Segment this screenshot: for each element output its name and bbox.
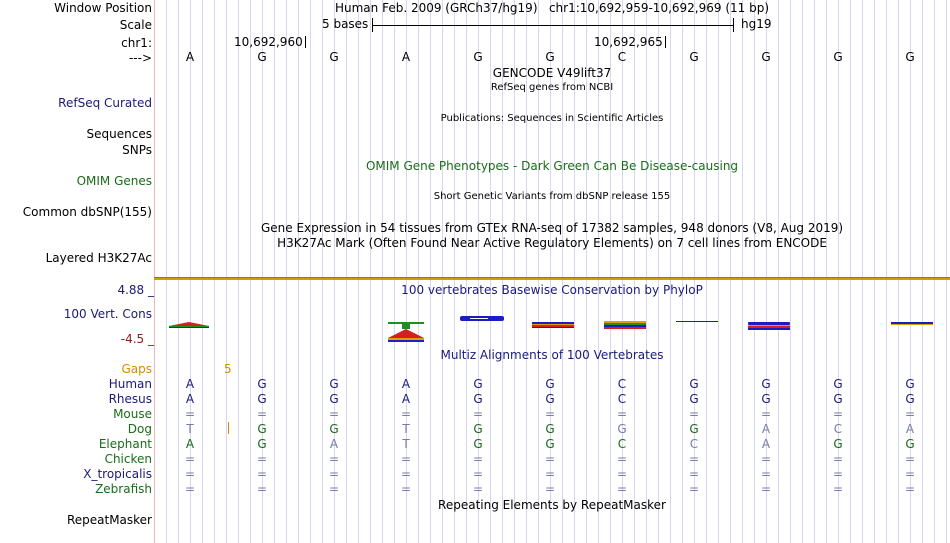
aligned-base: C (617, 437, 627, 451)
gridline (454, 0, 455, 543)
sequences-label[interactable]: Sequences (86, 127, 152, 141)
layered-h3k27ac-label[interactable]: Layered H3K27Ac (45, 251, 152, 265)
gridline (310, 0, 311, 543)
aligned-base: = (256, 452, 268, 466)
gridline (862, 0, 863, 543)
aligned-base: G (905, 377, 915, 391)
gridline (166, 0, 167, 543)
aligned-base: T (186, 422, 194, 436)
gridline (670, 0, 671, 543)
aligned-base: = (400, 407, 412, 421)
aligned-base: G (545, 422, 555, 436)
aligned-base: = (688, 407, 700, 421)
aligned-base: T (402, 437, 410, 451)
reference-base: G (905, 50, 915, 64)
gridline (298, 0, 299, 543)
gap-count: 5 (224, 362, 232, 376)
reference-base: G (545, 50, 555, 64)
aligned-base: = (832, 467, 844, 481)
aligned-base: G (257, 437, 267, 451)
aligned-base: A (401, 377, 411, 391)
species-label[interactable]: Chicken (104, 452, 152, 466)
aligned-base: G (833, 392, 843, 406)
aligned-base: A (185, 437, 195, 451)
gridline (874, 0, 875, 543)
snps-label[interactable]: SNPs (122, 143, 152, 157)
aligned-base: G (329, 377, 339, 391)
gtex-track-title: Gene Expression in 54 tissues from GTEx RNA-seq of 17382 samples, 948 donors (V8, Aug 2019) (260, 221, 844, 235)
aligned-base: G (545, 377, 555, 391)
gridline (226, 0, 227, 543)
aligned-base: = (688, 452, 700, 466)
aligned-base: = (328, 467, 340, 481)
gridline (358, 0, 359, 543)
aligned-base: = (544, 467, 556, 481)
vert-cons-label[interactable]: 100 Vert. Cons (63, 307, 152, 321)
logo-column-9 (748, 322, 790, 330)
aligned-base: C (833, 422, 843, 436)
species-label[interactable]: Dog (127, 422, 152, 436)
scale-db-label: hg19 (741, 17, 772, 31)
aligned-base: A (185, 392, 195, 406)
logo-column-1 (169, 322, 209, 328)
track-group-separator (154, 277, 950, 280)
aligned-base: = (256, 467, 268, 481)
reference-base: G (257, 50, 267, 64)
aligned-base: = (760, 467, 772, 481)
aligned-base: = (616, 467, 628, 481)
aligned-base: = (544, 407, 556, 421)
aligned-base: G (689, 377, 699, 391)
aligned-base: = (760, 452, 772, 466)
dog-gap-marker (228, 422, 229, 434)
multiz-track-title: Multiz Alignments of 100 Vertebrates (440, 348, 664, 362)
gridline (718, 0, 719, 543)
repeatmasker-track-title: Repeating Elements by RepeatMasker (438, 498, 666, 512)
aligned-base: G (689, 422, 699, 436)
aligned-base: C (617, 377, 627, 391)
logo-column-11 (891, 322, 933, 325)
aligned-base: = (256, 482, 268, 496)
aligned-base: = (544, 452, 556, 466)
aligned-base: T (402, 422, 410, 436)
logo-column-8 (676, 321, 718, 322)
aligned-base: = (616, 482, 628, 496)
logo-column-7 (604, 321, 646, 329)
reference-base: C (617, 50, 627, 64)
species-label[interactable]: Zebrafish (95, 482, 152, 496)
aligned-base: = (688, 482, 700, 496)
aligned-base: G (257, 422, 267, 436)
gridline (730, 0, 731, 543)
browser-position-title[interactable] (335, 1, 769, 15)
phylop-max-value: 4.88 _ (117, 283, 154, 297)
refseq-track-subtitle: RefSeq genes from NCBI (490, 82, 614, 93)
aligned-base: = (904, 482, 916, 496)
species-label[interactable]: Mouse (113, 407, 152, 421)
aligned-base: = (328, 482, 340, 496)
repeatmasker-label[interactable]: RepeatMasker (66, 513, 152, 527)
reference-base: G (761, 50, 771, 64)
gridline (214, 0, 215, 543)
species-label[interactable]: Rhesus (108, 392, 152, 406)
gridline (382, 0, 383, 543)
gridline (814, 0, 815, 543)
chr-label: chr1: (121, 36, 152, 50)
aligned-base: = (328, 452, 340, 466)
aligned-base: A (761, 437, 771, 451)
reference-base: G (833, 50, 843, 64)
aligned-base: = (184, 452, 196, 466)
gridline (802, 0, 803, 543)
aligned-base: G (545, 392, 555, 406)
aligned-base: G (545, 437, 555, 451)
aligned-base: A (761, 422, 771, 436)
gridline (790, 0, 791, 543)
phylop-min-value: -4.5 _ (120, 332, 154, 346)
aligned-base: = (328, 407, 340, 421)
coordinate-tick-1 (234, 35, 306, 49)
h3k27ac-track-title: H3K27Ac Mark (Often Found Near Active Regulatory Elements) on 7 cell lines from ENCODE (277, 236, 827, 250)
gridline (646, 0, 647, 543)
aligned-base: A (401, 392, 411, 406)
common-dbsnp-label[interactable]: Common dbSNP(155) (22, 205, 152, 219)
aligned-base: = (616, 407, 628, 421)
gridline (286, 0, 287, 543)
aligned-base: C (689, 437, 699, 451)
aligned-base: = (688, 467, 700, 481)
aligned-base: = (472, 467, 484, 481)
aligned-base: G (761, 392, 771, 406)
aligned-base: G (473, 422, 483, 436)
gridline (742, 0, 743, 543)
scale-label: Scale (119, 18, 152, 32)
aligned-base: = (400, 452, 412, 466)
scale-bar (372, 18, 734, 32)
label-column-divider (154, 0, 155, 543)
aligned-base: G (473, 437, 483, 451)
aligned-base: G (329, 422, 339, 436)
gridline (430, 0, 431, 543)
aligned-base: G (905, 392, 915, 406)
coordinate-label: 10,692,965 (594, 35, 663, 49)
aligned-base: = (184, 467, 196, 481)
aligned-base: C (617, 392, 627, 406)
gridline (658, 0, 659, 543)
reference-base: G (689, 50, 699, 64)
aligned-base: = (472, 482, 484, 496)
strand-arrow-label: ---> (128, 51, 152, 65)
gaps-label[interactable]: Gaps (121, 362, 152, 376)
gridline (442, 0, 443, 543)
aligned-base: = (616, 452, 628, 466)
reference-base: A (401, 50, 411, 64)
aligned-base: G (257, 392, 267, 406)
gencode-track-title[interactable]: GENCODE V49lift37 (492, 66, 612, 80)
gridline (370, 0, 371, 543)
aligned-base: G (905, 437, 915, 451)
logo-column-4 (388, 322, 424, 342)
coordinate-label: 10,692,960 (234, 35, 303, 49)
aligned-base: = (184, 482, 196, 496)
omim-genes-label[interactable]: OMIM Genes (76, 174, 152, 188)
aligned-base: = (904, 452, 916, 466)
aligned-base: G (473, 377, 483, 391)
aligned-base: = (400, 482, 412, 496)
aligned-base: G (689, 392, 699, 406)
aligned-base: G (257, 377, 267, 391)
aligned-base: = (760, 482, 772, 496)
logo-column-6 (532, 322, 574, 328)
reference-base: A (185, 50, 195, 64)
reference-base: G (329, 50, 339, 64)
reference-base: G (473, 50, 483, 64)
species-label[interactable]: X_tropicalis (83, 467, 152, 481)
aligned-base: = (832, 407, 844, 421)
aligned-base: = (760, 407, 772, 421)
species-label[interactable]: Human (108, 377, 152, 391)
aligned-base: A (185, 377, 195, 391)
scale-text: 5 bases (322, 17, 369, 31)
aligned-base: G (617, 422, 627, 436)
aligned-base: = (184, 407, 196, 421)
coordinate-tick-2 (594, 35, 666, 49)
aligned-base: G (833, 437, 843, 451)
publications-track-title: Publications: Sequences in Scientific Articles (440, 113, 664, 124)
aligned-base: G (833, 377, 843, 391)
gridline (238, 0, 239, 543)
position-range: chr1:10,692,959-10,692,969 (11 bp) (548, 1, 770, 15)
logo-column-5 (460, 316, 504, 321)
phylop-track-title: 100 vertebrates Basewise Conservation by PhyloP (401, 283, 703, 297)
aligned-base: G (761, 377, 771, 391)
aligned-base: = (472, 452, 484, 466)
aligned-base: A (329, 437, 339, 451)
dbsnp-track-title: Short Genetic Variants from dbSNP release 155 (433, 191, 671, 202)
aligned-base: G (473, 392, 483, 406)
conservation-logo-plot (155, 310, 950, 346)
aligned-base: = (832, 482, 844, 496)
aligned-base: = (904, 407, 916, 421)
gridline (934, 0, 935, 543)
gridline (946, 0, 947, 543)
aligned-base: = (400, 467, 412, 481)
aligned-base: = (832, 452, 844, 466)
aligned-base: = (472, 407, 484, 421)
aligned-base: = (904, 467, 916, 481)
species-label[interactable]: Elephant (98, 437, 152, 451)
assembly-name: Human Feb. 2009 (GRCh37/hg19) (334, 1, 538, 15)
omim-track-title: OMIM Gene Phenotypes - Dark Green Can Be Disease-causing (365, 159, 739, 173)
gridline (886, 0, 887, 543)
aligned-base: G (329, 392, 339, 406)
refseq-curated-label[interactable]: RefSeq Curated (58, 96, 152, 110)
window-position-label: Window Position (54, 1, 152, 15)
aligned-base: = (256, 407, 268, 421)
aligned-base: A (905, 422, 915, 436)
aligned-base: = (544, 482, 556, 496)
